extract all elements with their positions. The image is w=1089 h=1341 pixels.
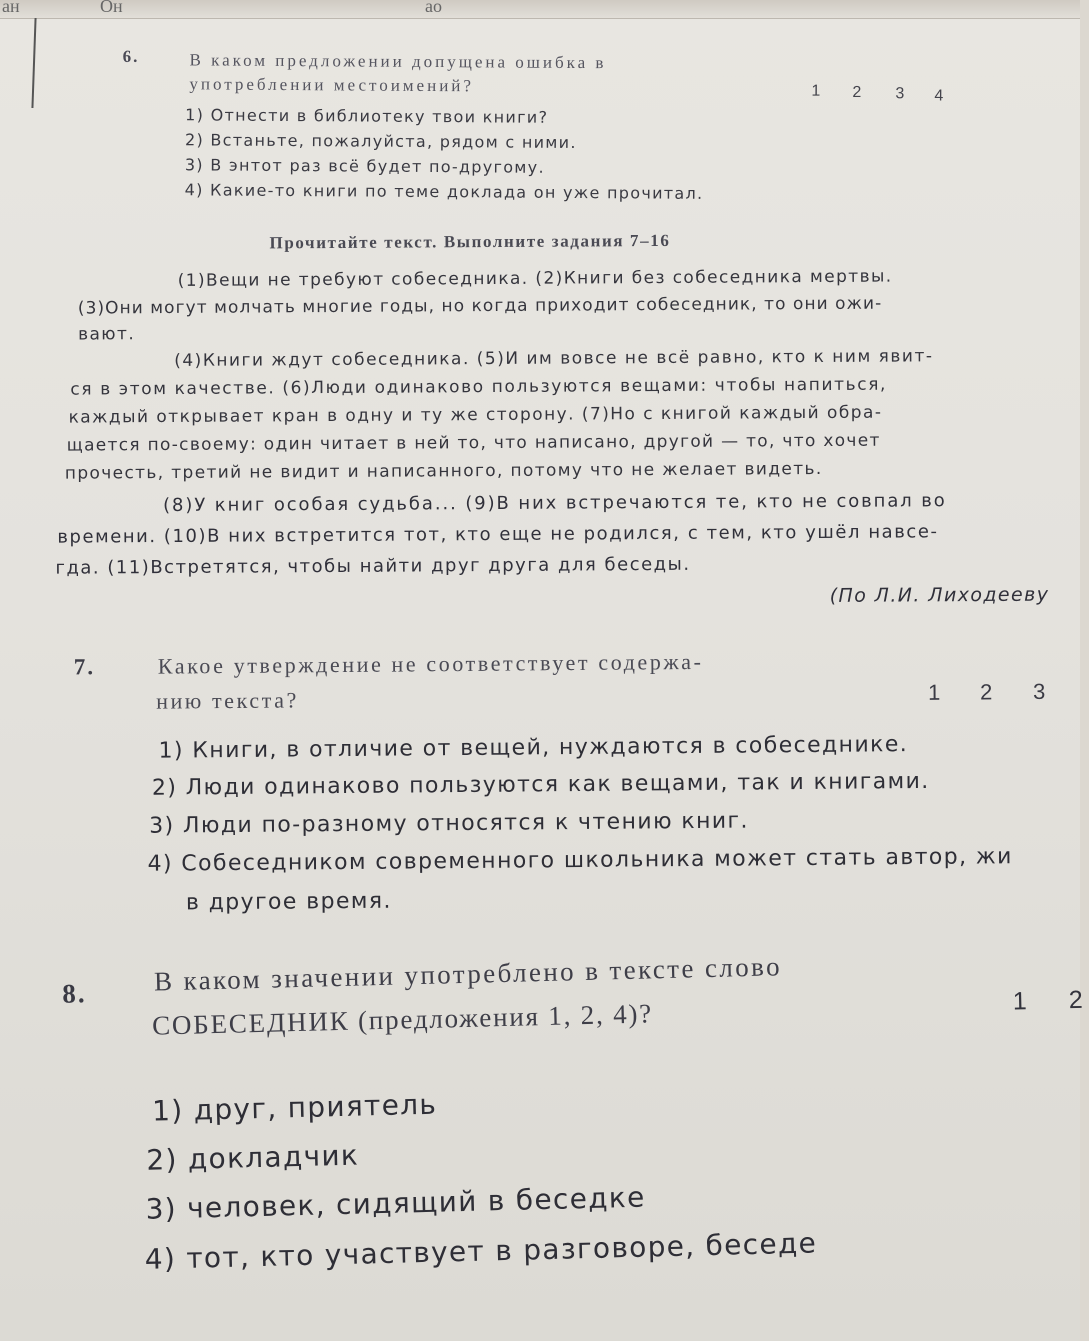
top-fragment: ао [425,0,442,16]
choice-number: 4 [934,87,944,105]
passage-line: прочесть, третий не видит и написанного, потому что не желает видеть. [64,458,823,484]
choice-number: 1 [811,82,821,100]
answer-option: 3) человек, сидящий в беседке [145,1180,646,1226]
question-text: употреблении местоимений? [189,74,475,96]
choice-number: 2 [1068,985,1083,1015]
passage-line: щается по-своему: один читает в ней то, что написано, другой — то, что хочет [66,430,881,456]
top-fragment: ан [2,0,20,16]
answer-option: 3) Люди по-разному относятся к чтению книг. [149,808,749,839]
question-text: В каком значении употреблено в тексте слово [153,951,783,997]
question-text: нию текста? [156,687,300,714]
answer-option: 1) друг, приятель [151,1087,438,1128]
answer-option-continuation: в другое время. [185,888,392,916]
answer-option: 2) докладчик [145,1138,360,1177]
answer-option: 3) В энтот раз всё будет по-другому. [184,155,545,177]
choice-number: 2 [852,83,862,102]
question-number: 6. [122,46,140,66]
passage-line: ся в этом качестве. (6)Люди одинаково пользуются вещами: чтобы напиться, [70,374,888,400]
answer-option: 2) Люди одинаково пользуются как вещами, так и книгами. [151,768,930,801]
answer-option: 1) Отнести в библиотеку твои книги? [185,105,549,127]
question-number: 7. [73,654,96,680]
passage-line: времени. (10)В них встретится тот, кто еще не родился, с тем, кто ушёл навсе- [57,521,939,548]
choice-number: 3 [1032,678,1046,705]
answer-option: 2) Встаньте, пожалуйста, рядом с ними. [184,130,577,153]
passage-line: каждый открывает кран в одну и ту же сторону. (7)Но с книгой каждый обра- [68,402,883,428]
passage-line: вают. [77,324,136,345]
question-number: 8. [61,978,87,1009]
margin-line [31,18,36,108]
passage-line: (8)У книг особая судьба... (9)В них встречаются те, кто не совпал во [163,490,947,517]
choice-number: 2 [979,679,993,705]
answer-option: 4) Собеседником современного школьника может стать автор, жи [147,844,1013,877]
passage-line: (1)Вещи не требуют собеседника. (2)Книги без собеседника мертвы. [177,266,893,291]
answer-option: 4) тот, кто участвует в разговоре, беседе [144,1226,818,1276]
question-text: Какое утверждение не соответствует содержа- [157,648,704,679]
choice-number: 1 [1012,987,1028,1016]
passage-line: (4)Книги ждут собеседника. (5)И им вовсе не всё равно, кто к ним явит- [174,346,934,371]
passage-line: гда. (11)Встретятся, чтобы найти друг друга для беседы. [55,553,691,579]
question-text: СОБЕСЕДНИК (предложения 1, 2, 4)? [151,998,654,1041]
choice-number: 1 [927,679,941,705]
choice-number: 3 [895,85,905,103]
top-fragment: Он [100,0,123,16]
passage-attribution: (По Л.И. Лиходееву [829,583,1050,607]
question-text: В каком предложении допущена ошибка в [189,50,607,73]
passage-line: (3)Они могут молчать многие годы, но когда приходит собеседник, то они ожи- [77,293,883,319]
top-sheet-edge [0,0,1080,19]
answer-option: 1) Книги, в отличие от вещей, нуждаются в собеседнике. [158,732,909,764]
answer-option: 4) Какие-то книги по теме доклада он уже прочитал. [184,180,704,203]
passage-heading: Прочитайте текст. Выполните задания 7–16 [269,230,671,253]
